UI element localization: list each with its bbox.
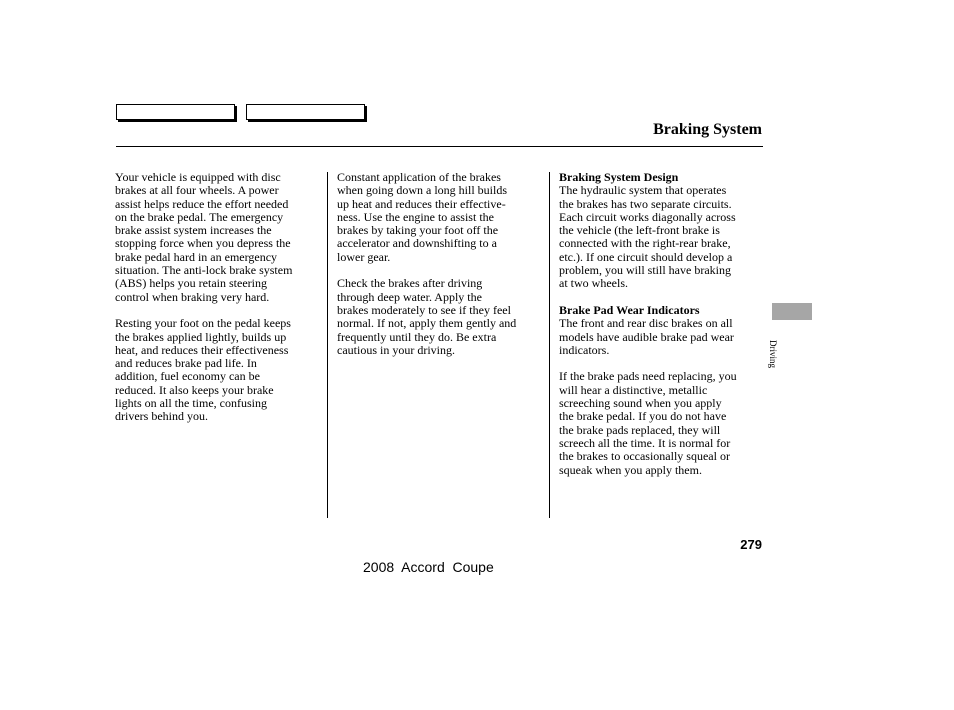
text-column-2 <box>337 171 549 370</box>
paragraph: Your vehicle is equipped with disc brakes at all four wheels. A power assist helps reduce the effort needed on the brake pedal. The emergency brake assist system increases the stopping force when you depress the brake pedal hard in an emergency situation. The anti-lock brake system (ABS) helps you retain steering control when braking very hard. <box>115 170 293 304</box>
paragraph: Constant application of the brakes when going down a long hill builds up heat and reduces their effective- ness. Use the engine to assist the brakes by taking your foot off the accelerator and downshifting to a lower gear. <box>337 170 507 264</box>
text-column-3 <box>559 171 771 490</box>
footer-model-text: 2008 Accord Coupe <box>363 559 494 575</box>
page-title: Braking System <box>653 121 762 138</box>
paragraph: The front and rear disc brakes on all models have audible brake pad wear indicators. <box>559 316 734 357</box>
page-number: 279 <box>740 537 762 552</box>
paragraph: The hydraulic system that operates the brakes has two separate circuits. Each circuit works diagonally across the vehicle (the left-front brake is connected with the right-rear brake, etc.). If one circuit should develop a problem, you will still have braking at two wheels. <box>559 183 736 291</box>
paragraph: If the brake pads need replacing, you will hear a distinctive, metallic screeching sound when you apply the brake pedal. If you do not have the brake pads replaced, they will screech all the time. It is normal for the brakes to occasionally squeal or squeak when you apply them. <box>559 369 737 477</box>
section-heading: Braking System Design <box>559 170 679 184</box>
section-heading: Brake Pad Wear Indicators <box>559 302 700 317</box>
previous-page-button[interactable] <box>116 104 235 120</box>
column-divider <box>549 172 550 518</box>
paragraph: Resting your foot on the pedal keeps the brakes applied lightly, builds up heat, and reduces their effectiveness and reduces brake pad life. In addition, fuel economy can be reduced. It also keeps your brake lights on all the time, confusing drivers behind you. <box>115 316 291 424</box>
next-page-button[interactable] <box>246 104 365 120</box>
header-rule <box>116 146 763 147</box>
text-column-1 <box>115 171 327 437</box>
section-tab <box>772 303 812 320</box>
section-tab-label: Driving <box>768 340 778 368</box>
paragraph: Check the brakes after driving through deep water. Apply the brakes moderately to see if they feel normal. If not, apply them gently and frequently until they do. Be extra cautious in your driving. <box>337 276 517 357</box>
column-divider <box>327 172 328 518</box>
